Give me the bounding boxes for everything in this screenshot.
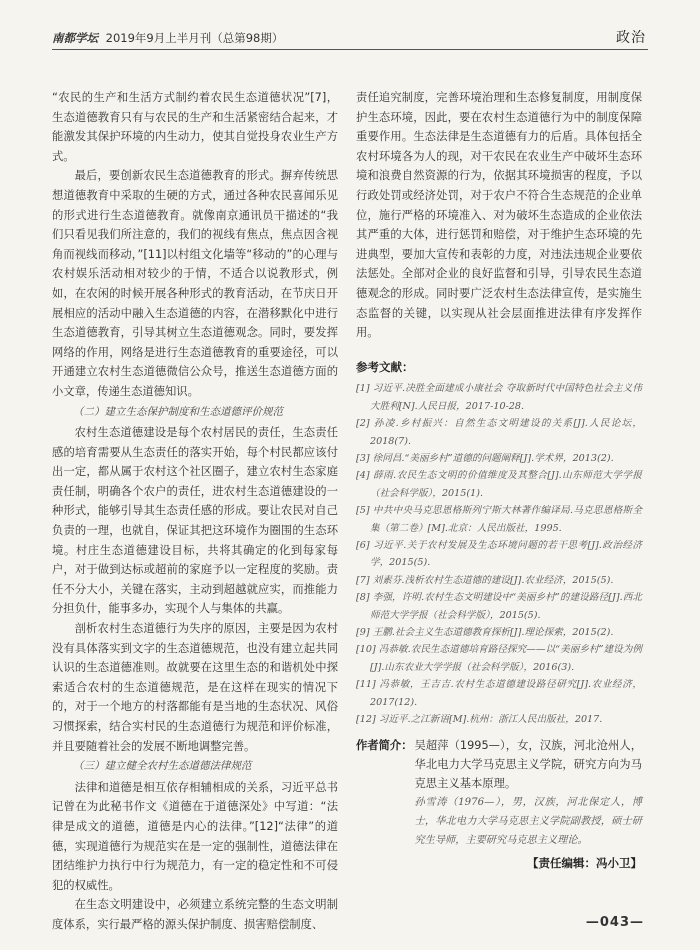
reference-item: [2] 孙凌.乡村振兴：自然生态文明建设的关系[J].人民论坛，2018(7). [356, 418, 642, 447]
reference-item: [9] 王鹏.社会主义生态道德教育探析[J].理论探索，2015(2). [356, 627, 614, 638]
reference-item: [12] 习近平.之江新语[M].杭州：浙江人民出版社，2017. [356, 714, 603, 726]
journal-name: 南都学坛 [52, 31, 98, 45]
reference-item: [7] 刘素芬.浅析农村生态道德的建设[J].农业经济，2015(5). [356, 574, 614, 586]
section-subheading: （二）建立生态保护制度和生态道德评价规范 [73, 405, 283, 418]
right-column [356, 88, 642, 874]
page-number: —043— [585, 915, 644, 930]
issue-info: 2019年9月上半月刊（总第98期） [105, 31, 284, 45]
author-bio-body [415, 736, 643, 850]
reference-item: [6] 习近平.关于农村发展及生态环境问题的若干思考[J].政治经济学，2015(5). [356, 539, 642, 569]
author-bio-label: 作者简介： [356, 739, 413, 753]
body-paragraph: 责任追究制度，完善环境治理和生态修复制度，用制度保护生态环境，因此，要在农村生态道德行为中的制度保障重要作用。生态法律是生态道德有力的后盾。具体包括全农村环境各为人的现，对干农民在农业生产中破坏生态环境和浪费自然资源的行为，依据其环境损害的程度，予以行政处罚或经济处罚，对于农户不符合生态规范的企业单位，施行严格的环境准入、对为破坏生态造成的企业依法其严重的大体，进行惩罚和赔偿，对于维护生态环境的先进典型，要加大宣传和表彰的力度，对违法违规企业要依法惩处。全部对企业的良好监督和引导，引导农民生态道德观念的形成。同时要广泛农村生态法律宣传，是实施生态监督的关键，以实现从社会层面推进法律有序发挥作用。 [356, 91, 642, 340]
section-subheading: （三）建立健全农村生态道德法律规范 [73, 760, 252, 773]
author-bio [356, 736, 642, 850]
body-paragraph: 法律和道德是相互依存相辅相成的关系，习近平总书记曾在为此秘书作文《道德在于道德深处》中写道：“法律是成文的道德，道德是内心的法律。”[12]“法律”的道德，实现道德行为规范实在是一定的强制性，道德法律在团结维护力执行中行为规范力，有一定的稳定性和不可侵犯的权威性。 [52, 780, 338, 892]
references-title: 参考文献： [356, 359, 414, 374]
editor-credit: 【责任编辑：冯小卫】 [527, 856, 642, 871]
body-paragraph: 农村生态道德建设是每个农村居民的责任，生态责任感的培育需要从生态责任的落实开始，每个村民都应该付出一定，都从属于农村这个社区圈子，建立农村生态家庭责任制，明确各个农户的责任，进农村生态道德建设的一种形式，能够引导其生态责任感的形成。要让农民对自己负责的一理，也就自，保证其把这环境作为圈围的生态环境。村庄生态道德建设目标，共将其确定的化到每家每户，对于做到达标或超前的家庭予以一定程度的奖励。责任不分大小，关键在落实，主动到超越就应实，而推能力分担负什，能事多办，实现个人与集体的共赢。 [52, 426, 338, 616]
body-paragraph: 最后，要创新农民生态道德教育的形式。摒弃传统思想道德教育中采取的生硬的方式，通过各种农民喜闻乐见的形式进行生态道德教育。就像南京通讯员干描述的“我们只看见我们所注意的，我们的视线有焦点，焦点因含视角而视线而移动，”[11]以村组文化墙等“移动的”的心理与农村娱乐活动相对较少的于情，不适合以说教形式，例如，在农闲的时候开展各种形式的教育活动，在节庆日开展相应的活动中融入生态道德的内容，在潜移默化中进行生态道德教育，引导其树立生态道德观念。同时，要发挥网络的作用，网络是进行生态道德教育的重要途径，可以开通建立农村生态道德微信公众号，推送生态道德方面的小文章，传递生态道德知识。 [52, 169, 338, 398]
author-bio-line: 吴超萍（1995—），女，汉族，河北沧州人，华北电力大学马克思主义学院，研究方向为马克思主义基本原理。 [414, 739, 642, 791]
reference-item: [10] 冯恭敏.农民生态道德培育路径探究——以“美丽乡村”建设为例[J].山东农业大学学报（社会科学版），2016(3). [356, 644, 642, 673]
reference-item: [11] 冯恭敏，王吉吉.农村生态道德建设路径研究[J].农业经济，2017(12). [356, 679, 642, 708]
section-name: 政治 [616, 30, 646, 46]
body-paragraph: 剖析农村生态道德行为失序的原因，主要是因为农村没有具体落实到文字的生态道德规范，也没有建立起共同认识的生态道德准则。故就要在这里生态的和谐机处中探索适合农村的生态道德规范，是在这样在现实的情况下的，对于一个地方的村落都能有是当地的生态状况、风俗习惯探索，结合实村民的生态道德行为规范和评价标准，并且要随着社会的发展不断地调整完善。 [52, 622, 338, 753]
page-header [52, 26, 648, 48]
body-paragraph: 在生态文明建设中，必须建立系统完整的生态文明制度体系，实行最严格的源头保护制度、损害赔偿制度、 [52, 898, 338, 931]
author-bio-line: 孙雪涛（1976—），男，汉族，河北保定人，博士，华北电力大学马克思主义学院副教授，硕士研究生导师，主要研究马克思主义理论。 [414, 797, 642, 847]
body-paragraph: “农民的生产和生活方式制约着农民生态道德状况”[7]，生态道德教育只有与农民的生产和生活紧密结合起来，才能激发其保护环境的内生动力，使其自觉投身农业生产方式。 [52, 91, 338, 163]
header-divider [52, 49, 648, 50]
left-column [52, 88, 338, 935]
header-journal-info [52, 30, 283, 46]
references-list [356, 380, 642, 728]
reference-item: [8] 李强，许明.农村生态文明建设中“美丽乡村”的建设路径[J].西北师范大学学报（社会科学版），2015(5). [356, 592, 642, 621]
reference-item: [5] 中共中央马克思恩格斯列宁斯大林著作编译局.马克思恩格斯全集（第二卷）[M].北京：人民出版社，1995. [356, 505, 642, 534]
reference-item: [1] 习近平.决胜全面建成小康社会 夺取新时代中国特色社会主义伟大胜利[N].人民日报，2017-10-28. [356, 383, 642, 412]
reference-item: [3] 徐同昌.“美丽乡村”道德的问题阐释[J].学术界，2013(2). [356, 452, 614, 464]
reference-item: [4] 薛雨.农民生态文明的价值维度及其整合[J].山东师范大学学报（社会科学版），2015(1). [356, 470, 642, 499]
